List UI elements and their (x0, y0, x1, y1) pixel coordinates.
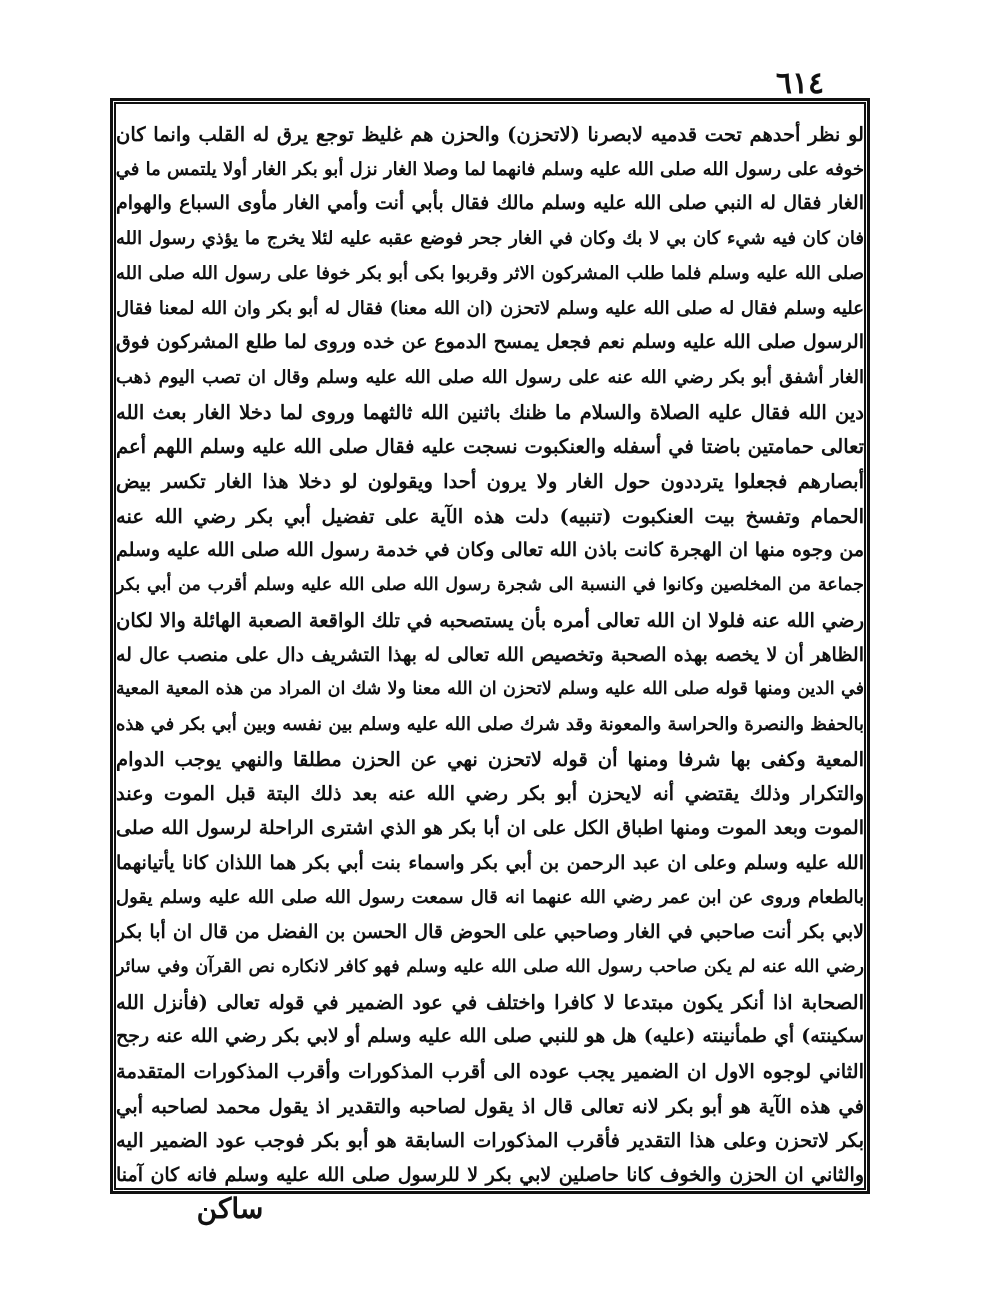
text-line: عليه وسلم فقال له صلى الله عليه وسلم لاتحزن (ان الله معنا) فقال له أبو بكر وان الله لمعنا فقال (116, 297, 864, 319)
text-line: تعالى حمامتين باضتا في أسفله والعنكبوت نسجت عليه فقال صلى الله عليه وسلم اللهم أعم (116, 435, 864, 459)
text-line: جماعة من المخلصين وكانوا في النسبة الى شجرة رسول الله صلى الله عليه وسلم أقرب من أبي بكر (116, 575, 864, 596)
text-line: رضي الله عنه فلولا ان الله تعالى أمره بأن يستصحبه في تلك الواقعة الصعبة الهائلة والا لكان (116, 608, 864, 632)
text-line: والثاني ان الحزن والخوف كانا حاصلين لابي بكر لا للرسول صلى الله عليه وسلم فانه كان آمنا (116, 1164, 864, 1187)
text-line: لابي بكر أنت صاحبي في الغار وصاحبي على الحوض قال الحسن بن الفضل من قال ان أبا بكر (116, 921, 864, 944)
text-line: والتكرار وذلك يقتضي أنه لايحزن أبو بكر رضي الله عنه بعد ذلك البتة قبل الموت وعند (116, 782, 864, 806)
text-line: خوفه على رسول الله صلى الله عليه وسلم فانهما لما وصلا الغار نزل أبو بكر الغار أولا يلتمس ما في (116, 158, 864, 180)
text-line: دين الله فقال عليه الصلاة والسلام ما ظنك باثنين الله ثالثهما وروى لما دخلا الغار بعث الله (116, 400, 864, 424)
text-line: فان كان فيه شيء كان بي لا بك وكان في الغار جحر فوضع عقبه عليه لئلا يخرج ما يؤذي رسول الله (116, 228, 864, 250)
text-line: رضي الله عنه لم يكن صاحب رسول الله صلى الله عليه وسلم فهو كافر لانكاره نص القرآن وفي سائر (116, 956, 864, 977)
text-line: في هذه الآية هو أبو بكر لانه تعالى قال اذ يقول لصاحبه والتقدير اذ يقول محمد لصاحبه أبي (116, 1094, 864, 1118)
text-line: الظاهر أن لا يخصه بهذه الصحبة وتخصيص الله تعالى له بهذا التشريف دال على منصب عال له (116, 643, 864, 666)
text-line: لو نظر أحدهم تحت قدميه لابصرنا (لاتحزن) والحزن هم غليظ توجع يرق له القلب وانما كان (116, 123, 864, 146)
text-line: في الدين ومنها قوله صلى الله عليه وسلم لاتحزن ان الله معنا ولا شك ان المراد من هذه المعية المعية (116, 679, 864, 700)
text-line: بالطعام وروى عن ابن عمر رضي الله عنهما انه قال سمعت رسول الله صلى الله عليه وسلم يقول (116, 887, 864, 909)
text-line: الغار فقال له النبي صلى الله عليه وسلم مالك فقال بأبي أنت وأمي الغار مأوى السباع والهوام (116, 192, 864, 215)
text-line: صلى الله عليه وسلم فلما طلب المشركون الاثر وقربوا بكى أبو بكر خوفا على رسول الله صلى الله (116, 262, 864, 284)
text-line: سكينته) أي طمأنينته (عليه) هل هو للنبي صلى الله عليه وسلم أو لابي بكر رضي الله عنه رجح (116, 1025, 864, 1048)
text-line: بالحفظ والنصرة والحراسة والمعونة وقد شرك صلى الله عليه وسلم بين نفسه وبين أبي بكر في هذه (116, 713, 864, 735)
text-line: الحمام وتفسخ بيت العنكبوت (تنبيه) دلت هذه الآية على تفضيل أبي بكر رضي الله عنه (116, 504, 864, 528)
text-line: الثاني لوجوه الاول ان الضمير يجب عوده الى أقرب المذكورات وأقرب المذكورات المتقدمة (116, 1059, 864, 1083)
page-number: ٦١٤ (775, 66, 825, 101)
catchword: ساكن (196, 1192, 264, 1225)
text-line: الموت وبعد الموت ومنها اطباق الكل على ان أبا بكر هو الذي اشترى الراحلة لرسول الله صلى (116, 817, 864, 840)
text-line: المعية وكفى بها شرفا ومنها أن قوله لاتحزن نهي عن الحزن مطلقا والنهي يوجب الدوام (116, 747, 864, 771)
text-line: من وجوه منها ان الهجرة كانت باذن الله تعالى وكان في خدمة رسول الله صلى الله عليه وسلم (116, 539, 864, 562)
text-line: الله عليه وسلم وعلى ان عبد الرحمن بن أبي بكر واسماء بنت أبي بكر هما اللذان كانا يأتيانهما (116, 851, 864, 874)
text-line: الصحابة اذا أنكر يكون مبتدعا لا كافرا واختلف في عود الضمير في قوله تعالى (فأنزل الله (116, 990, 864, 1014)
text-line: الغار أشفق أبو بكر رضي الله عنه على رسول الله صلى الله عليه وسلم وقال ان تصب اليوم ذهب (116, 366, 864, 388)
text-block (116, 114, 864, 1190)
text-line: بكر لاتحزن وعلى هذا التقدير فأقرب المذكورات السابقة هو أبو بكر فوجب عود الضمير اليه (116, 1129, 864, 1153)
text-line: أبصارهم فجعلوا يترددون حول الغار ولا يرون أحدا ويقولون لو دخلا هذا الغار تكسر بيض (116, 470, 864, 494)
text-line: الرسول صلى الله عليه وسلم نعم فجعل يمسح الدموع عن خده وروى لما طلع المشركون فوق (116, 331, 864, 354)
